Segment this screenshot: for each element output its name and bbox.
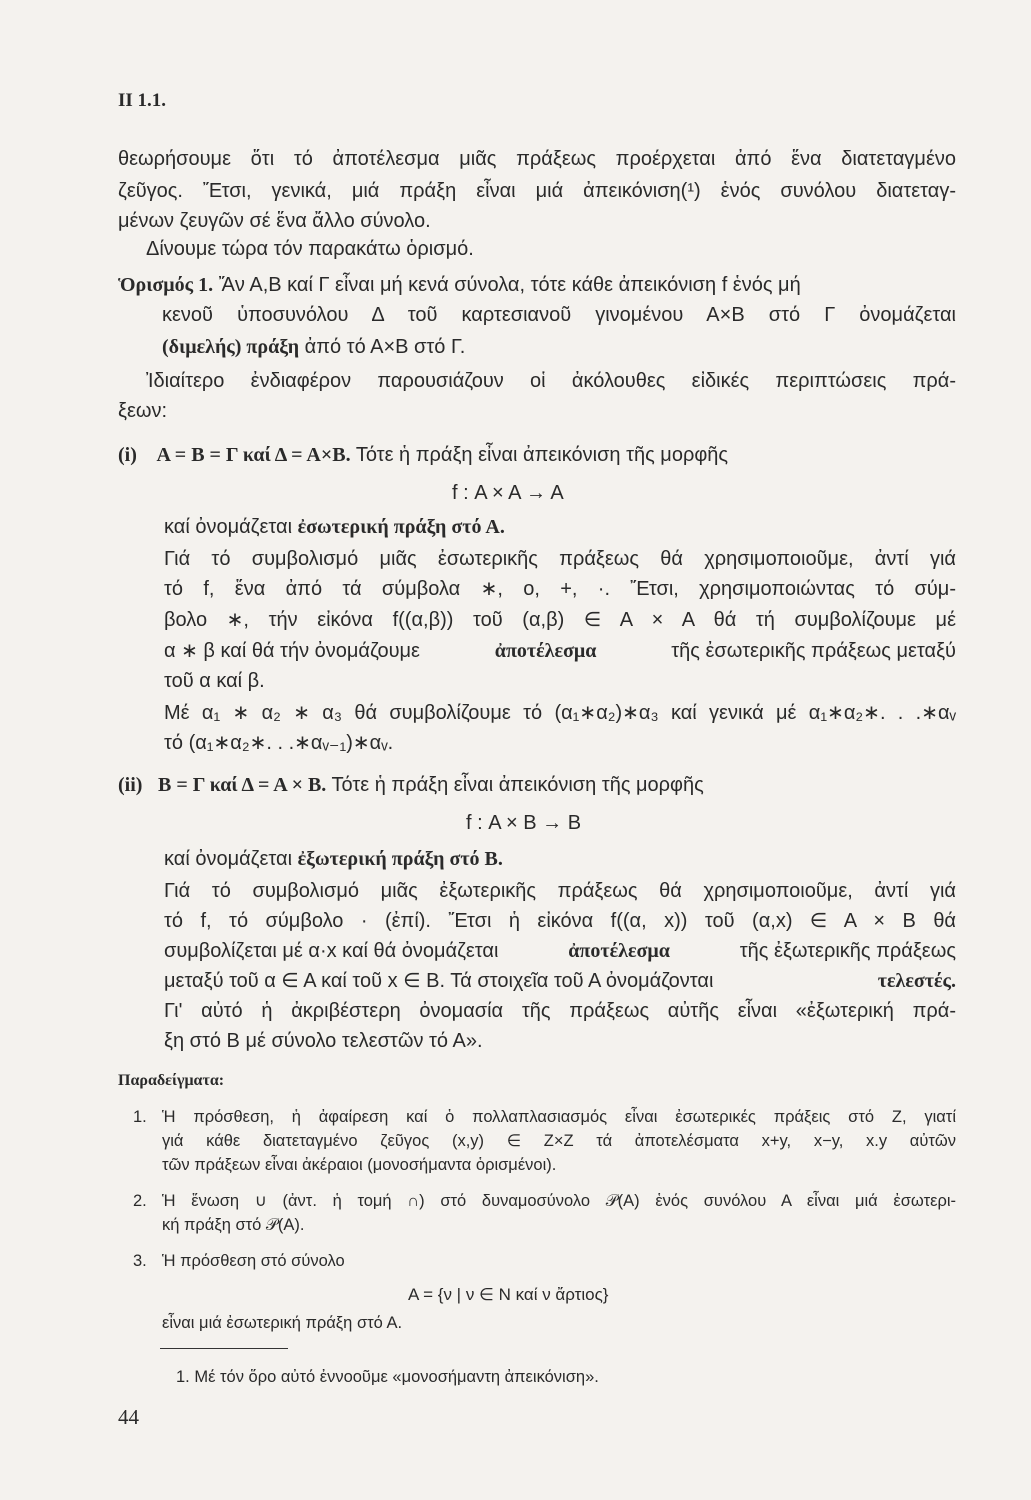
example-3-number: 3. [133,1252,147,1270]
case-ii-condition: Β = Γ καί Δ = Α × Β. [158,774,327,796]
intro-line-1: θεωρήσουμε ὅτι τό ἀποτέλεσμα μιᾶς πράξεως προέρχεται ἀπό ἕνα διατεταγμένο [118,148,956,170]
case-i-body-7: τό (α₁∗α₂∗. . .∗αᵥ₋₁)∗αᵥ. [164,732,394,754]
case-ii-named-term: ἐξωτερική πράξη στό Β. [297,848,503,870]
case-i-named-term: ἐσωτερική πράξη στό Α. [297,516,505,538]
case-ii-body-5: Γι' αὐτό ἡ ἀκριβέστερη ὀνομασία τῆς πράξεως αὐτῆς εἶναι «ἐξωτερική πρά- [164,1000,956,1022]
case-i-formula: f : Α × Α → Α [452,482,564,504]
definition-label: Ὁρισμός 1. [118,274,214,296]
case-ii-body-6: ξη στό Β μέ σύνολο τελεστῶν τό Α». [164,1030,483,1052]
case-ii-body-1: Γιά τό συμβολισμό μιᾶς ἐξωτερικῆς πράξεως θά χρησιμοποιοῦμε, ἀντί γιά [164,880,956,902]
example-2-number: 2. [133,1192,147,1210]
example-1-line-3: τῶν πράξεων εἶναι ἀκέραιοι (μονοσήμαντα ὁρισμένοι). [162,1156,557,1174]
case-i-body-4-pre: α ∗ β καί θά τήν ὀνομάζουμε [164,640,420,662]
case-ii-result-term: ἀποτέλεσμα [568,940,670,962]
case-ii-body-2: τό f, τό σύμβολο · (ἐπί). Ἔτσι ἡ εἰκόνα f((α, x)) τοῦ (α,x) ∈ Α × Β θά [164,910,956,932]
case-ii-body-4 [164,968,956,994]
example-2-line-2: κή πράξη στό 𝒫(Α). [162,1216,305,1234]
case-ii-body-4-pre: μεταξύ τοῦ α ∈ Α καί τοῦ x ∈ Β. Τά στοιχεῖα τοῦ Α ὀνομάζονται [164,970,714,992]
example-3-line-1: Ἡ πρόσθεση στό σύνολο [162,1252,345,1270]
case-ii-named-pre: καί ὀνομάζεται [164,848,293,870]
case-ii-operands-term: τελεστές. [877,970,956,992]
example-3-formula: Α = {ν | ν ∈ N καί ν ἄρτιος} [408,1285,609,1304]
example-1-line-1: Ἡ πρόσθεση, ἡ ἀφαίρεση καί ὁ πολλαπλασιασμός εἶναι ἐσωτερικές πράξεις στό Z, γιατί [162,1108,956,1126]
section-header: II 1.1. [118,90,167,111]
example-2-line-1: Ἡ ἕνωση ∪ (ἀντ. ἡ τομή ∩) στό δυναμοσύνολο 𝒫(Α) ἑνός συνόλου Α εἶναι μιά ἐσωτερι- [162,1192,956,1210]
case-i-condition: Α = Β = Γ καί Δ = Α×Β. [156,444,351,466]
footnote-rule [160,1348,288,1349]
definition-line-3 [162,334,465,360]
case-ii-named [164,846,503,872]
case-i-result-term: ἀποτέλεσμα [494,640,597,662]
case-ii-text: Τότε ἡ πράξη εἶναι ἀπεικόνιση τῆς μορφῆς [331,774,704,796]
case-ii-body-3-pre: συμβολίζεται μέ α·x καί θά ὀνομάζεται [164,940,499,962]
case-i-named [164,514,505,540]
case-i-body-2: τό f, ἕνα ἀπό τά σύμβολα ∗, ο, +, ·. Ἔτσι, χρησιμοποιώντας τό σύμ- [164,578,956,600]
case-i-body-1: Γιά τό συμβολισμό μιᾶς ἐσωτερικῆς πράξεως θά χρησιμοποιοῦμε, ἀντί γιά [164,548,956,570]
examples-heading: Παραδείγματα: [118,1072,225,1089]
intro-line-4: Δίνουμε τώρα τόν παρακάτω ὁρισμό. [146,238,474,260]
case-ii-body-3 [164,938,956,964]
definition-line-2: κενοῦ ὑποσυνόλου Δ τοῦ καρτεσιανοῦ γινομένου Α×Β στό Γ ὀνομάζεται [162,304,956,326]
definition-text-1: Ἄν Α,Β καί Γ εἶναι μή κενά σύνολα, τότε κάθε ἀπεικόνιση f ἑνός μή [218,274,801,296]
cases-intro-line-2: ξεων: [118,400,168,422]
definition-line-3-rest: ἀπό τό Α×Β στό Γ. [304,336,466,358]
cases-intro-line-1: Ἰδιαίτερο ἐνδιαφέρον παρουσιάζουν οἱ ἀκόλουθες εἰδικές περιπτώσεις πρά- [146,370,956,392]
case-i-body-5: τοῦ α καί β. [164,670,265,692]
case-i-body-4-post: τῆς ἐσωτερικῆς πράξεως μεταξύ [671,640,956,662]
case-i-body-4 [164,638,956,664]
case-i-body-3: βολο ∗, τήν εἰκόνα f((α,β)) τοῦ (α,β) ∈ Α × Α θά τή συμβολίζουμε μέ [164,609,956,631]
case-i-body-6: Μέ α₁ ∗ α₂ ∗ α₃ θά συμβολίζουμε τό (α₁∗α₂)∗α₃ καί γενικά μέ α₁∗α₂∗. . .∗αᵥ [164,702,956,724]
case-i-text: Τότε ἡ πράξη εἶναι ἀπεικόνιση τῆς μορφῆς [355,444,729,466]
case-i-named-pre: καί ὀνομάζεται [164,516,293,538]
case-ii-body-3-post: τῆς ἐξωτερικῆς πράξεως [739,940,956,962]
footnote: 1. Μέ τόν ὅρο αὐτό ἐννοοῦμε «μονοσήμαντη ἀπεικόνιση». [176,1368,599,1386]
case-i-label: (i) [118,444,137,466]
example-1-line-2: γιά κάθε διατεταγμένο ζεῦγος (x,y) ∈ Z×Z τά ἀποτελέσματα x+y, x−y, x.y αὐτῶν [162,1132,956,1150]
page-number: 44 [118,1405,139,1429]
case-ii-label: (ii) [118,774,143,796]
case-i-heading [118,442,728,468]
example-3-line-2: εἶναι μιά ἐσωτερική πράξη στό Α. [162,1314,403,1332]
intro-line-2: ζεῦγος. Ἔτσι, γενικά, μιά πράξη εἶναι μιά ἀπεικόνιση(¹) ἑνός συνόλου διατεταγ- [118,180,956,202]
example-1-number: 1. [133,1108,147,1126]
definition-term: (διμελής) πράξη [162,336,300,358]
case-ii-heading [118,772,704,798]
intro-line-3: μένων ζευγῶν σέ ἕνα ἄλλο σύνολο. [118,210,431,232]
definition-line-1 [118,272,956,298]
case-ii-formula: f : Α × Β → Β [466,812,582,834]
